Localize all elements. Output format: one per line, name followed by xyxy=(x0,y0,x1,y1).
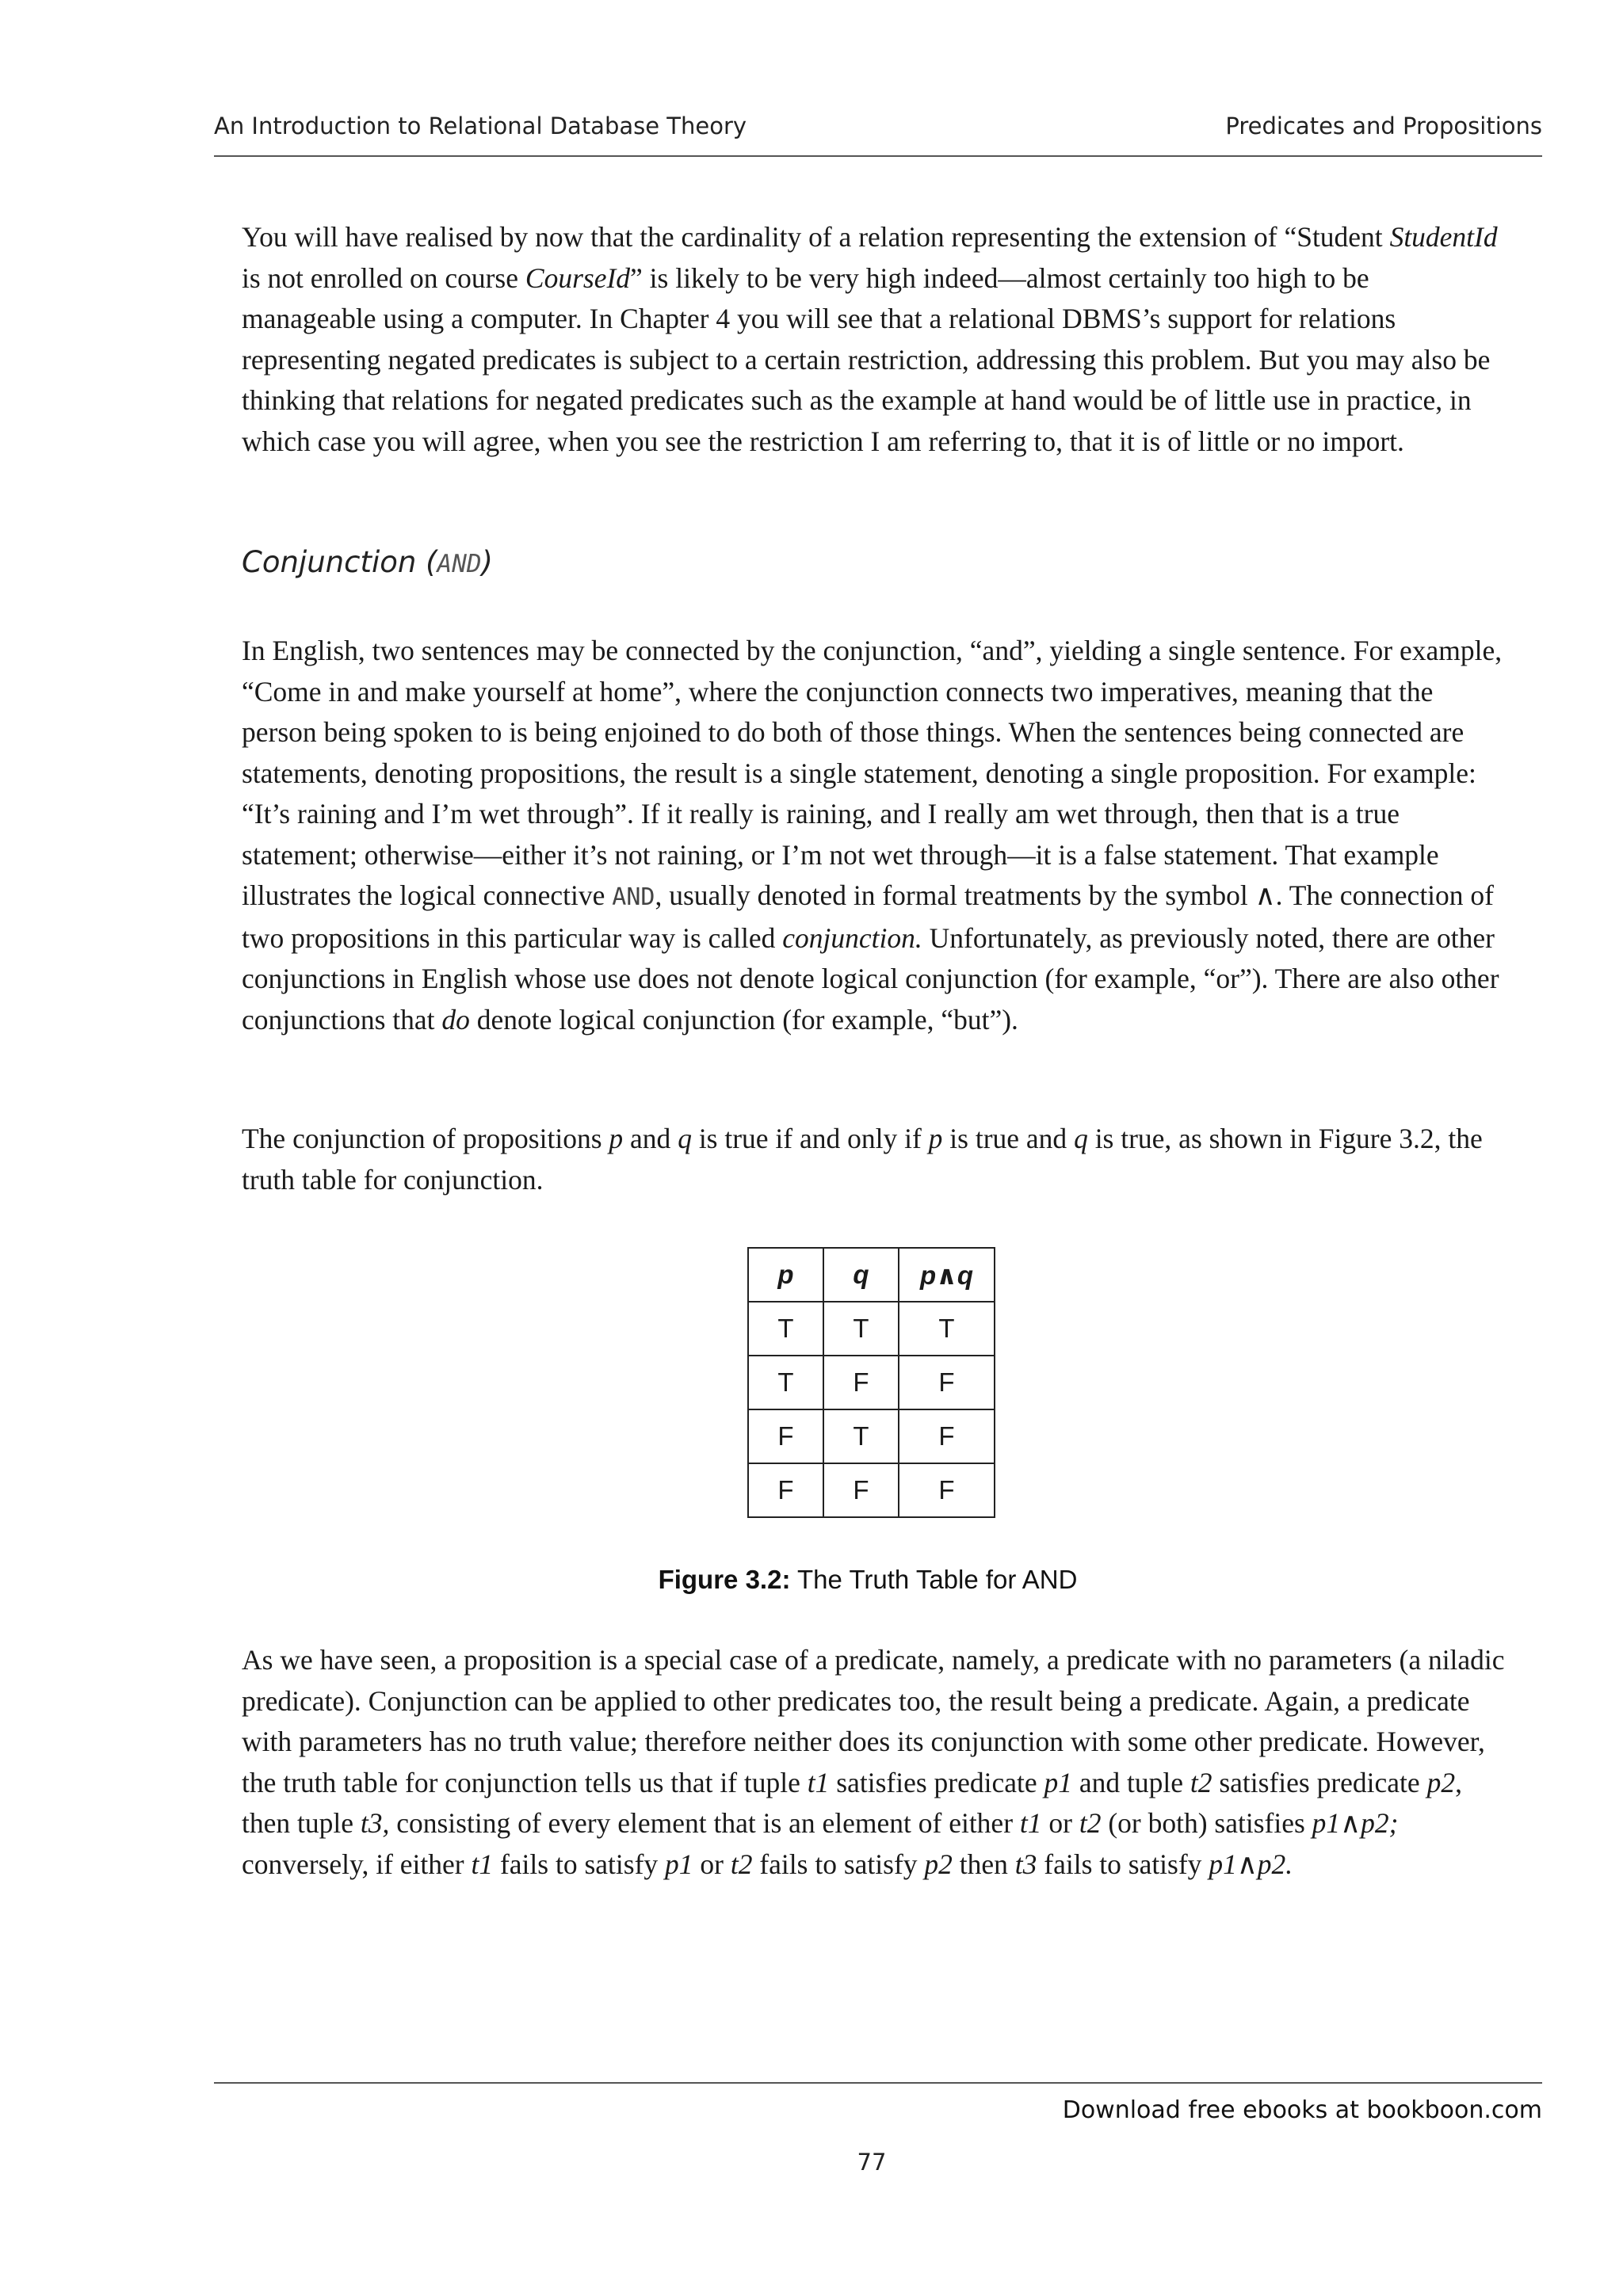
table-cell: F xyxy=(748,1463,823,1517)
table-header-row xyxy=(748,1248,995,1302)
figure-caption-text: The Truth Table for AND xyxy=(790,1565,1078,1594)
table-cell: F xyxy=(823,1356,899,1409)
page-number: 77 xyxy=(857,2149,887,2176)
truth-table-and xyxy=(747,1247,995,1518)
table-cell: F xyxy=(899,1409,995,1463)
paragraph-cardinality: You will have realised by now that the cardinality of a relation representing the extension of “Student StudentId is not enrolled on course CourseId” is likely to be very high indeed—almost certainly too high to be manageable using a computer. In Chapter 4 you will see that a relational DBMS’s support for relations representing negated predicates is subject to a certain restriction, addressing this problem. But you may also be thinking that relations for negated predicates such as the example at hand would be of little use in practice, in which case you will agree, when you see the restriction I am referring to, that it is of little or no import. xyxy=(242,221,1498,457)
footer-divider xyxy=(214,2082,1542,2084)
running-header xyxy=(214,109,1542,157)
figure-caption xyxy=(0,1565,1623,1595)
table-cell: T xyxy=(823,1302,899,1356)
table-cell: T xyxy=(899,1302,995,1356)
bookboon-link[interactable]: Download free ebooks at bookboon.com xyxy=(1062,2096,1542,2124)
book-title: An Introduction to Relational Database Theory xyxy=(214,113,747,139)
figure-label: Figure 3.2: xyxy=(658,1565,791,1594)
table-cell: F xyxy=(899,1356,995,1409)
section-heading-conjunction: Conjunction (AND) xyxy=(242,545,493,579)
table-row xyxy=(748,1356,995,1409)
header-q: q xyxy=(823,1248,899,1302)
chapter-title: Predicates and Propositions xyxy=(1225,113,1542,139)
header-p: p xyxy=(748,1248,823,1302)
table-cell: F xyxy=(899,1463,995,1517)
table-cell: T xyxy=(748,1302,823,1356)
table-row xyxy=(748,1302,995,1356)
paragraph-english-conjunction: In English, two sentences may be connected by the conjunction, “and”, yielding a single sentence. For example, “Come in and make yourself at home”, where the conjunction connects two imperatives, meaning that the person being spoken to is being enjoined to do both of those things. When the sentences being connected are statements, denoting propositions, the result is a single statement, denoting a single proposition. For example: “It’s raining and I’m wet through”. If it really is raining, and I really am wet through, then that is a true statement; otherwise—either it’s not raining, or I’m not wet through—it is a false statement. That example illustrates the logical connective AND, usually denoted in formal treatments by the symbol ∧. The connection of two propositions in this particular way is called conjunction. Unfortunately, as previously noted, there are other conjunctions in English whose use does not denote logical conjunction (for example, “or”). There are also other conjunctions that do denote logical conjunction (for example, “but”). xyxy=(242,635,1503,1035)
paragraph-predicate-conjunction: As we have seen, a proposition is a special case of a predicate, namely, a predicate with no parameters (a niladic predicate). Conjunction can be applied to other predicates too, the result being a predicate. Again, a predicate with parameters has no truth value; therefore neither does its conjunction with some other predicate. However, the truth table for conjunction tells us that if tuple t1 satisfies predicate p1 and tuple t2 satisfies predicate p2, then tuple t3, consisting of every element that is an element of either t1 or t2 (or both) satisfies p1∧p2; conversely, if either t1 fails to satisfy p1 or t2 fails to satisfy p2 then t3 fails to satisfy p1∧p2. xyxy=(242,1644,1505,1880)
table-row xyxy=(748,1409,995,1463)
table-cell: T xyxy=(823,1409,899,1463)
table-row xyxy=(748,1463,995,1517)
table-cell: F xyxy=(823,1463,899,1517)
table-cell: T xyxy=(748,1356,823,1409)
paragraph-truth-condition: The conjunction of propositions p and q is true if and only if p is true and q is true, as shown in Figure 3.2, the truth table for conjunction. xyxy=(242,1123,1483,1196)
header-p-and-q: p∧q xyxy=(899,1248,995,1302)
table-cell: F xyxy=(748,1409,823,1463)
